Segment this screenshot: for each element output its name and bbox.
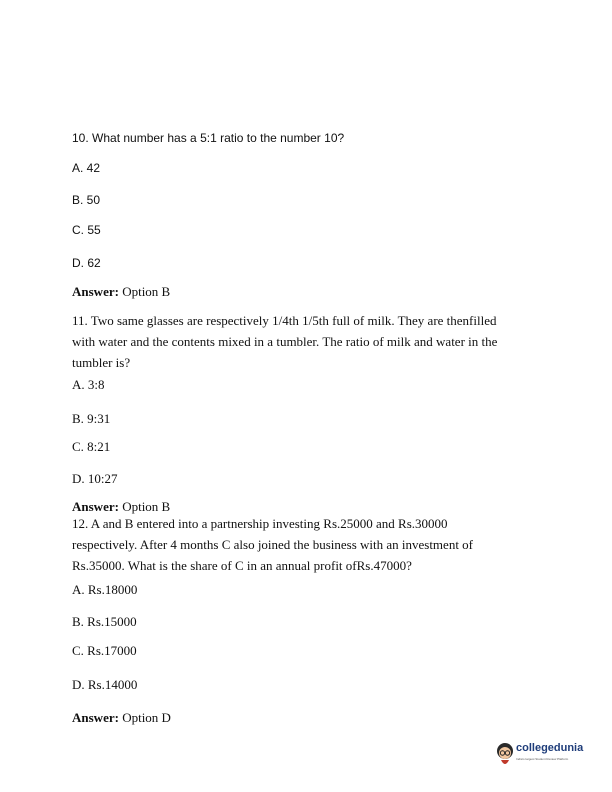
question-12-line-3: Rs.35000. What is the share of C in an annual profit ofRs.47000? <box>72 558 412 573</box>
question-10-option-d: D. 62 <box>72 256 101 270</box>
question-12-option-d: D. Rs.14000 <box>72 677 138 692</box>
question-12-line-2: respectively. After 4 months C also joined the business with an investment of <box>72 537 474 552</box>
answer-value: Option D <box>122 710 171 725</box>
question-12-option-b: B. Rs.15000 <box>72 614 137 629</box>
question-11-option-c: C. 8:21 <box>72 439 111 454</box>
question-11-option-b: B. 9:31 <box>72 411 111 426</box>
answer-label: Answer: <box>72 284 119 299</box>
question-12-text <box>72 513 542 576</box>
question-11-text <box>72 310 542 373</box>
question-10-text: 10. What number has a 5:1 ratio to the number 10? <box>72 131 345 145</box>
answer-value: Option B <box>122 499 171 514</box>
answer-label: Answer: <box>72 710 119 725</box>
student-mascot-icon <box>494 740 516 770</box>
question-12-line-1: 12. A and B entered into a partnership investing Rs.25000 and Rs.30000 <box>72 516 448 531</box>
question-11-option-a: A. 3:8 <box>72 377 105 392</box>
question-10-option-c: C. 55 <box>72 223 101 237</box>
question-11-line-1: 11. Two same glasses are respectively 1/4th 1/5th full of milk. They are thenfilled <box>72 313 497 328</box>
question-12-answer <box>72 710 171 726</box>
question-11-line-2: with water and the contents mixed in a tumbler. The ratio of milk and water in the <box>72 334 498 349</box>
answer-value: Option B <box>122 284 171 299</box>
question-12-option-c: C. Rs.17000 <box>72 643 137 658</box>
question-10-option-a: A. 42 <box>72 161 101 175</box>
logo-brand-text: collegedunia <box>516 742 584 754</box>
question-10-option-b: B. 50 <box>72 193 101 207</box>
question-12-option-a: A. Rs.18000 <box>72 582 138 597</box>
question-10-answer <box>72 284 170 300</box>
answer-label: Answer: <box>72 499 119 514</box>
collegedunia-logo <box>494 738 612 778</box>
logo-tagline: India's largest Student Review Platform <box>516 757 569 761</box>
question-11-line-3: tumbler is? <box>72 355 131 370</box>
question-11-option-d: D. 10:27 <box>72 471 118 486</box>
